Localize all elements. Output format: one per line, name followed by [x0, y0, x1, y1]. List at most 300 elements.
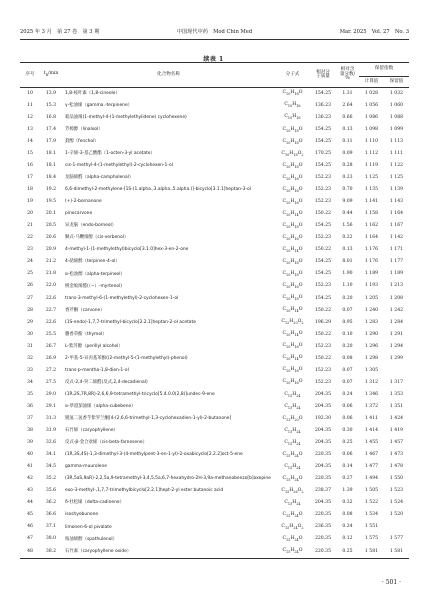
col-ri-literature: 保留值 [384, 77, 409, 88]
table-row [20, 377, 409, 389]
cell-ri-calculated: 1 240 [364, 307, 379, 313]
cell-retention-time: 17.9 [45, 138, 57, 144]
cell-ri-literature: 1 419 [389, 428, 404, 434]
cell-molecular-weight: 204.35 [314, 403, 332, 409]
cell-relative-content: 0.20 [342, 295, 353, 301]
cell-relative-content: 0.70 [342, 187, 353, 193]
cell-ri-calculated: 1 581 [359, 546, 384, 559]
cell-formula: $C_{10}H_{14}O$ [282, 355, 303, 362]
table-row [20, 269, 409, 281]
cell-molecular-weight: 150.22 [314, 247, 332, 253]
cell-ri-literature: 1 167 [389, 223, 404, 229]
table-row [20, 449, 409, 461]
cell-retention-time: 26.9 [45, 355, 57, 361]
col-relative-content [336, 63, 359, 88]
cell-ri-literature: 1 060 [389, 102, 404, 108]
cell-relative-content: 0.06 [342, 452, 353, 458]
cell-compound-name: (3R,5aS,9aR)-2,2,5a,9-tetramethyl-3,4,5,5a,6,7-hexahydro-2H-3,9a-methanobenzo[b]oxepine [65, 476, 271, 482]
cell-formula: $C_{10}H_{16}O$ [282, 234, 303, 241]
cell-no: 45 [27, 512, 33, 518]
cell-molecular-weight: 196.29 [314, 319, 332, 325]
cell-no: 29 [27, 319, 33, 325]
cell-formula: $C_{15}H_{24}O$ [282, 475, 303, 482]
cell-relative-content: 0.07 [342, 307, 353, 313]
cell-formula: $C_{10}H_{16}$ [284, 102, 301, 109]
cell-retention-time: 20.1 [45, 211, 57, 217]
cell-ri-literature: 1 284 [389, 319, 404, 325]
cell-formula: $C_{10}H_{14}O$ [282, 307, 303, 314]
cell-formula: $C_{10}H_{16}O$ [282, 379, 303, 386]
cell-ri-calculated: 1 505 [364, 488, 379, 494]
cell-molecular-weight: 154.25 [314, 138, 332, 144]
cell-molecular-weight: 136.23 [314, 102, 332, 108]
cell-ri-literature: 1 142 [389, 235, 404, 241]
cell-relative-content: 1.39 [342, 488, 353, 494]
cell-retention-time: 19.5 [45, 199, 57, 205]
cell-retention-time: 34.5 [45, 464, 57, 470]
table-row [20, 112, 409, 124]
cell-molecular-weight: 150.22 [314, 355, 332, 361]
cell-no: 36 [27, 403, 33, 409]
cell-compound-name: 桃金娘烯醛(（−）-myrtenol) [65, 283, 123, 289]
cell-formula: $C_{15}H_{24}$ [284, 463, 301, 470]
col-compound-name: 化合物名称 [62, 63, 275, 88]
cell-retention-time: 31.3 [45, 415, 57, 421]
cell-relative-content: 0.25 [336, 546, 359, 559]
cell-molecular-weight: 170.25 [314, 150, 332, 156]
cell-no: 37 [27, 415, 33, 421]
cell-formula: $C_{10}H_{14}O$ [282, 246, 303, 253]
col-mw-line2: 子质量 [316, 74, 330, 79]
cell-molecular-weight: 152.23 [314, 175, 332, 181]
cell-formula: $C_{15}H_{24}$ [284, 391, 301, 398]
cell-compound-name: trans-p-mentha-1,8-dien-1-ol [65, 367, 129, 373]
table-row [20, 257, 409, 269]
cell-retention-time: 18.4 [45, 175, 57, 181]
cell-no: 15 [27, 150, 33, 156]
cell-compound-name: exo-3-methyl-,1,7,7-trimethylbicyclo[2.2.1]hept-2-yl ester butanoic acid [65, 488, 224, 494]
cell-retention-time: 21.2 [45, 259, 57, 265]
cell-no: 13 [27, 126, 33, 132]
cell-ri-literature: 1 473 [389, 452, 404, 458]
journal-title: 中国现代中药 Mod Chin Med [176, 29, 253, 35]
cell-molecular-weight: 150.22 [314, 307, 332, 313]
cell-ri-calculated: 1 467 [364, 452, 379, 458]
cell-retention-time: 20.6 [45, 235, 57, 241]
cell-compound-name: 6,6-dimethyl-2-methylene-[1S-(1.alpha.,3.alpha.,5.alpha.)]-bicyclo[3.1.1]heptan-3-ol [65, 187, 251, 193]
cell-compound-name: isoshyobunone [65, 512, 99, 518]
cell-relative-content: 0.44 [342, 211, 353, 217]
cell-no: 27 [27, 295, 33, 301]
cell-ri-literature: 1 088 [389, 114, 404, 120]
cell-ri-literature: 1 291 [389, 331, 404, 337]
cell-compound-name: 反式-β-金合欢烯（cis-beta-farnesene） [65, 440, 148, 446]
cell-ri-literature: 1 550 [389, 476, 404, 482]
cell-no: 34 [27, 379, 33, 385]
journal-issue-en: Mar. 2025 Vol. 27 No. 3 [339, 29, 409, 35]
cell-no: 25 [27, 271, 33, 277]
cell-no: 46 [27, 524, 33, 530]
cell-ri-calculated: 1 522 [364, 500, 379, 506]
cell-molecular-weight: 154.25 [314, 223, 332, 229]
cell-no: 32 [27, 355, 33, 361]
cell-no: 33 [27, 367, 33, 373]
cell-retention-time: 33.6 [45, 440, 57, 446]
cell-no: 48 [20, 546, 40, 559]
cell-relative-content: 0.23 [342, 175, 353, 181]
cell-ri-calculated: 1 298 [364, 355, 379, 361]
cell-formula: $C_{10}H_{18}O$ [282, 138, 303, 145]
cell-relative-content: 1.10 [342, 283, 353, 289]
cell-molecular-weight: 238.37 [314, 488, 332, 494]
cell-no: 40 [27, 452, 33, 458]
cell-formula: $C_{10}H_{18}O$ [282, 126, 303, 133]
cell-compound-name: 麝香草酚（thymol） [65, 331, 107, 337]
table-row [20, 413, 409, 425]
cell-ri-calculated: 1 176 [364, 247, 379, 253]
cell-compound-name: 反式-2,4-癸二烯醛(反式,2,4-decadienal) [65, 379, 148, 385]
cell-ri-literature: 1 353 [389, 391, 404, 397]
cell-formula: $C_{10}H_{16}O$ [282, 343, 303, 350]
cell-retention-time: 38.0 [45, 536, 57, 542]
cell-formula: $C_{10}H_{18}O$ [282, 295, 303, 302]
cell-ri-literature: 1 122 [389, 163, 404, 168]
cell-molecular-weight: 220.35 [310, 546, 336, 559]
cell-compound-name: α-荜澄茄油烯（alpha-cubebene） [65, 404, 136, 410]
cell-compound-name: (1S-endo)-1,7,7-trimethyl-bicyclo[2.2.1]heptan-2-ol acetate [65, 319, 196, 325]
cell-retention-time: 25.5 [45, 331, 57, 337]
table-header [20, 63, 409, 88]
cell-ri-literature: 1 213 [389, 283, 404, 289]
cell-no: 14 [27, 138, 33, 144]
table-row [20, 160, 409, 172]
col-formula: 分子式 [275, 63, 310, 88]
cell-formula: $C_{15}H_{24}$ [284, 499, 301, 506]
journal-issue-cn: 2025 年 3 月 第 27 卷 第 3 期 [20, 29, 100, 35]
cell-ri-calculated: 1 494 [364, 476, 379, 482]
cell-ri-calculated: 1 414 [364, 428, 379, 434]
header-rule [20, 39, 409, 40]
cell-retention-time: 21.8 [45, 271, 57, 277]
cell-formula: $C_{10}H_{16}O$ [282, 198, 303, 205]
cell-relative-content: 0.20 [342, 343, 353, 349]
cell-no: 10 [27, 90, 33, 96]
table-row [20, 474, 409, 486]
cell-relative-content: 0.12 [342, 536, 353, 542]
col-retention-index-group: 保留指数 [359, 63, 409, 77]
col-no: 序号 [20, 63, 40, 88]
cell-retention-time: 29.1 [45, 403, 57, 409]
cell-relative-content: 0.07 [342, 367, 353, 373]
col-molecular-weight [310, 63, 336, 88]
cell-relative-content: 0.06 [342, 415, 353, 421]
cell-compound-name: α-松油醇（alpha-terpineol） [65, 271, 125, 277]
table-row [20, 329, 409, 341]
table-row [20, 341, 409, 353]
cell-compound-name: 异龙脑（endo-borneol） [65, 223, 117, 229]
cell-retention-time: 22.0 [45, 283, 57, 289]
cell-ri-calculated: 1 193 [364, 283, 379, 289]
table-row [20, 522, 409, 534]
cell-ri-calculated: 1 125 [364, 175, 379, 181]
table-title: 续表 1 [203, 56, 224, 63]
cell-formula: $C_{15}H_{26}O_2$ [281, 487, 304, 494]
cell-formula: $C_{15}H_{24}O$ [282, 536, 303, 542]
cell-retention-time: 35.2 [45, 476, 57, 482]
cell-compound-name: cis-1-methyl-4-(1-methylethyl)-2-cyclohexen-1-ol [65, 163, 173, 169]
table-row [20, 100, 409, 112]
cell-retention-time: 38.2 [40, 546, 62, 559]
cell-molecular-weight: 152.23 [314, 367, 332, 373]
cell-molecular-weight: 192.30 [314, 415, 332, 421]
cell-compound-name: 脱氢二氢香芋紫罗兰酮[4-(2,6,6-trimethyl-1,3-cyclohexadien-1-yl)-2-butanone] [65, 416, 232, 422]
cell-no: 18 [27, 187, 33, 193]
table-row [20, 498, 409, 510]
cell-ri-literature: 1 581 [384, 546, 409, 559]
cell-no: 17 [27, 175, 33, 181]
cell-ri-calculated: 1 086 [364, 114, 379, 120]
table-row [20, 510, 409, 522]
cell-ri-calculated: 1 411 [364, 415, 379, 421]
cell-relative-content: 0.27 [342, 476, 353, 482]
cell-retention-time: 16.8 [45, 114, 57, 120]
table-row [20, 437, 409, 449]
cell-compound-name: 4-methyl-1-(1-methylethyl)bicyclo[3.1.0]hex-3-en-2-one [65, 247, 189, 253]
cell-ri-calculated: 1 305 [364, 367, 379, 373]
cell-relative-content: 0.22 [342, 235, 353, 241]
cell-molecular-weight: 236.35 [314, 524, 332, 530]
table-row [20, 401, 409, 413]
cell-retention-time: 36.2 [45, 500, 57, 506]
cell-ri-calculated: 1 283 [364, 319, 379, 325]
cell-compound-name: 2-甲基-5-异丙基苯酚((2-methyl-5-(1-methylethyl)-phenol) [65, 355, 188, 361]
cell-ri-literature: 1 171 [389, 247, 404, 253]
cell-ri-calculated: 1 176 [364, 259, 379, 265]
cell-molecular-weight: 152.23 [314, 199, 332, 205]
cell-compound-name: 葑醇（fenchol） [65, 139, 99, 144]
cell-compound-name: 龙脑烯醛（alpha-campholenal） [65, 175, 134, 181]
cell-relative-content: 0.25 [342, 440, 353, 446]
cell-retention-time: 27.5 [45, 379, 57, 385]
cell-ri-calculated: 1 290 [364, 331, 379, 337]
cell-retention-time: 19.2 [45, 187, 57, 193]
table-row [20, 546, 409, 559]
cell-no: 23 [27, 247, 33, 253]
cell-ri-calculated: 1 112 [364, 150, 379, 156]
cell-ri-literature: 1 208 [389, 295, 404, 301]
cell-ri-calculated: 1 158 [364, 211, 379, 217]
cell-formula: $C_{15}H_{24}O_2$ [281, 524, 304, 530]
cell-molecular-weight: 152.23 [314, 235, 332, 241]
table-row [20, 389, 409, 401]
cell-no: 38 [27, 428, 33, 434]
cell-retention-time: 18.1 [45, 163, 57, 168]
cell-formula: $C_{10}H_{14}O$ [282, 331, 303, 338]
cell-molecular-weight: 204.35 [314, 428, 332, 434]
table-row [20, 184, 409, 196]
cell-formula: $C_{10}H_{16}O$ [282, 174, 303, 181]
cell-relative-content: 0.10 [342, 331, 353, 337]
cell-retention-time: 15.3 [45, 102, 57, 108]
cell-compound-name: 4-萜烯醇（terpinen-4-ol） [65, 259, 120, 265]
table-row [20, 172, 409, 184]
cell-ri-literature: 1 424 [389, 415, 404, 421]
cell-ri-literature: 1 478 [389, 464, 404, 470]
table-row [20, 486, 409, 498]
cell-formula: $C_{15}H_{24}$ [284, 427, 301, 434]
cell-no: 28 [27, 307, 33, 313]
cell-no: 16 [27, 163, 33, 168]
cell-relative-content: 0.30 [342, 428, 353, 434]
cell-ri-literature: 1 351 [389, 403, 404, 409]
cell-no: 43 [27, 488, 33, 494]
cell-compound-name: gamma-muurolene [65, 464, 107, 470]
cell-ri-literature: 1 032 [389, 90, 404, 96]
cell-retention-time: 37.1 [45, 524, 57, 530]
cell-compound-name: δ-杜松烯（delta-cadinene） [65, 500, 125, 506]
table-row [20, 281, 409, 293]
cell-ri-literature: 1 524 [389, 500, 404, 506]
cell-retention-time: 18.1 [45, 150, 57, 156]
cell-retention-time: 36.6 [45, 512, 57, 518]
cell-formula: $C_{10}H_{18}O$ [282, 271, 303, 277]
cell-relative-content: 0.09 [342, 150, 353, 156]
cell-ri-calculated: 1 119 [364, 163, 379, 168]
cell-formula: $C_{10}H_{18}O$ [282, 162, 303, 169]
cell-molecular-weight: 152.23 [314, 379, 332, 385]
cell-retention-time: 17.4 [45, 126, 57, 132]
cell-ri-literature: 1 299 [389, 355, 404, 361]
cell-relative-content: 9.09 [342, 199, 353, 205]
cell-formula: $C_{10}H_{18}O_2$ [281, 150, 304, 157]
cell-ri-calculated: 1 205 [364, 295, 379, 301]
cell-molecular-weight: 150.22 [314, 211, 332, 217]
cell-relative-content: 0.06 [342, 403, 353, 409]
cell-ri-literature: 1 294 [389, 343, 404, 349]
cell-ri-calculated: 1 312 [364, 379, 379, 385]
table-row [20, 317, 409, 329]
cell-retention-time: 13.9 [45, 90, 57, 96]
cell-retention-time: 29.0 [45, 391, 57, 397]
cell-compound-name: 石竹素（caryophyllene oxide） [62, 546, 275, 559]
cell-retention-time: 20.9 [45, 247, 57, 253]
cell-retention-time: 27.2 [45, 367, 57, 373]
table-row [20, 124, 409, 136]
cell-compound-name: 香芹酮（carvone） [65, 307, 105, 313]
cell-ri-literature: 1 189 [389, 271, 404, 277]
cell-no: 21 [27, 223, 33, 229]
table-row [20, 221, 409, 233]
cell-relative-content: 1.56 [342, 223, 353, 229]
cell-molecular-weight: 220.35 [314, 476, 332, 482]
cell-compound-name: γ-松油烯（gamma.-terpinene） [65, 102, 133, 108]
cell-retention-time: 20.5 [45, 223, 57, 229]
cell-ri-calculated: 1 162 [364, 223, 379, 229]
cell-no: 11 [27, 102, 33, 108]
table-row [20, 353, 409, 365]
cell-molecular-weight: 204.35 [314, 391, 332, 397]
compound-table [20, 62, 409, 559]
cell-ri-calculated: 1 455 [364, 440, 379, 446]
cell-molecular-weight: 220.35 [314, 452, 332, 458]
col-area-line1: 相对含 [340, 67, 355, 73]
cell-ri-literature: 1 523 [389, 488, 404, 494]
col-retention-time: $t_R/\min$ [40, 63, 62, 88]
cell-relative-content: 2.64 [342, 102, 353, 108]
cell-no: 24 [27, 259, 33, 265]
cell-relative-content: 0.08 [342, 355, 353, 361]
cell-relative-content: 0.32 [342, 500, 353, 506]
table-row [20, 136, 409, 148]
cell-compound-name: 桉油烯醇（spathulenol） [65, 536, 118, 542]
table-row [20, 365, 409, 377]
cell-formula: $C_{10}H_{18}O$ [282, 90, 303, 97]
cell-no: 20 [27, 211, 33, 217]
cell-relative-content: 1.31 [342, 90, 353, 96]
cell-compound-name: 萜品油烯(1-methyl-4-(1-methylethylidene) cyclohexene) [65, 114, 187, 120]
cell-no: 19 [27, 199, 33, 205]
cell-relative-content: 0.24 [342, 391, 353, 397]
cell-molecular-weight: 220.35 [314, 512, 332, 518]
cell-relative-content: 0.14 [342, 464, 353, 470]
cell-no: 22 [27, 235, 33, 241]
cell-ri-calculated: 1 534 [364, 512, 379, 518]
cell-no: 31 [27, 343, 33, 349]
cell-retention-time: 35.6 [45, 488, 57, 494]
col-area-line3: % [345, 76, 350, 82]
cell-no: 47 [27, 536, 33, 542]
cell-relative-content: 0.08 [342, 512, 353, 518]
cell-compound-name: (+)-2-bornanone [65, 199, 102, 205]
cell-retention-time: 26.7 [45, 343, 57, 349]
cell-retention-time: 31.9 [45, 428, 57, 434]
cell-ri-calculated: 1 056 [364, 102, 379, 108]
cell-retention-time: 34.1 [45, 452, 57, 458]
cell-formula: $C_{15}H_{24}O$ [275, 546, 310, 559]
cell-ri-literature: 1 242 [389, 307, 404, 313]
cell-compound-name: L-紫苏醇（perillyl alcohol） [65, 343, 123, 349]
cell-molecular-weight: 154.25 [314, 163, 332, 168]
cell-molecular-weight: 220.35 [314, 536, 332, 542]
cell-formula: $C_{15}H_{24}O$ [282, 451, 303, 458]
cell-no: 30 [27, 331, 33, 337]
cell-ri-literature: 1 139 [389, 187, 404, 193]
cell-formula: $C_{10}H_{16}$ [284, 114, 301, 121]
cell-ri-calculated: 1 135 [364, 187, 379, 193]
table-row [20, 534, 409, 546]
cell-relative-content: 0.24 [342, 524, 353, 530]
cell-molecular-weight: 150.22 [314, 331, 332, 337]
cell-molecular-weight: 152.23 [314, 343, 332, 349]
cell-molecular-weight: 152.23 [314, 283, 332, 289]
cell-formula: $C_{12}H_{20}O_2$ [281, 319, 304, 326]
table-row [20, 461, 409, 473]
table-body [20, 88, 409, 559]
cell-ri-literature: 1 113 [389, 138, 404, 144]
cell-relative-content: 0.07 [342, 379, 353, 385]
table-row [20, 305, 409, 317]
cell-ri-literature: 1 164 [389, 211, 404, 217]
cell-ri-calculated: 1 551 [364, 524, 379, 530]
cell-ri-calculated: 1 110 [364, 138, 379, 144]
cell-retention-time: 22.6 [45, 295, 57, 301]
page-number: · 501 · [381, 579, 401, 586]
cell-formula: $C_{15}H_{24}$ [284, 403, 301, 410]
cell-ri-calculated: 1 141 [364, 199, 379, 205]
table-row [20, 233, 409, 245]
cell-relative-content: 1.90 [342, 271, 353, 277]
col-ri-calculated: 计算值 [359, 77, 384, 88]
